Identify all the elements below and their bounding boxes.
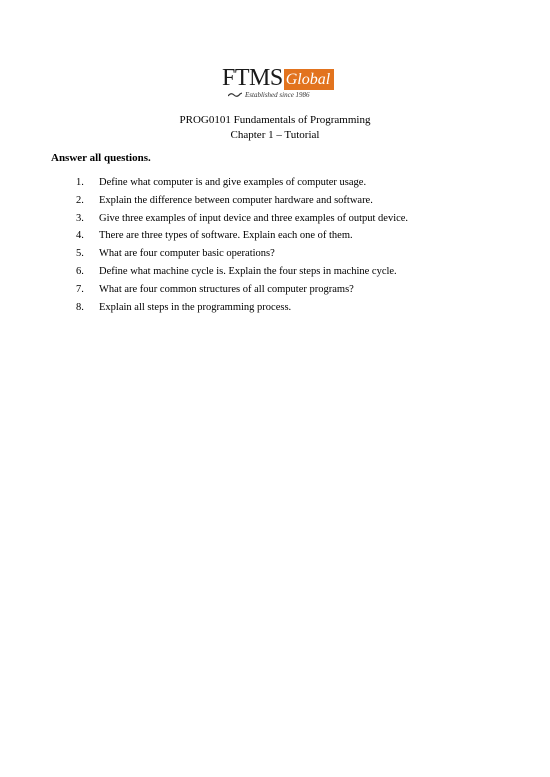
question-text: What are four common structures of all computer programs? — [99, 283, 354, 295]
logo-brand-text: FTMS — [222, 65, 283, 91]
question-text: Give three examples of input device and three examples of output device. — [99, 212, 409, 224]
swoosh-icon — [228, 92, 242, 98]
question-number: 8. — [76, 301, 84, 313]
logo-tagline: Established since 1986 — [245, 91, 310, 99]
question-text: Define what computer is and give examples of computer usage. — [99, 177, 367, 188]
question-number: 7. — [76, 283, 84, 295]
logo-global-box — [284, 69, 334, 90]
question-text: What are four computer basic operations? — [99, 248, 275, 260]
question-text: There are three types of software. Explain each one of them. — [99, 230, 353, 242]
question-number: 1. — [76, 177, 84, 188]
question-number: 3. — [76, 212, 84, 224]
logo-wordmark — [222, 66, 334, 90]
question-text: Define what machine cycle is. Explain the four steps in machine cycle. — [99, 265, 397, 277]
logo-tagline-row — [228, 91, 310, 99]
question-number: 6. — [76, 265, 84, 277]
logo-sub-brand-text: Global — [285, 70, 331, 88]
instruction-text: Answer all questions. — [51, 152, 151, 164]
course-title: PROG0101 Fundamentals of Programming — [179, 114, 371, 126]
question-text: Explain all steps in the programming process. — [99, 301, 292, 313]
question-number: 4. — [76, 230, 84, 242]
ftms-global-logo — [222, 66, 342, 102]
chapter-title: Chapter 1 – Tutorial — [230, 129, 320, 141]
question-text: Explain the difference between computer hardware and software. — [99, 194, 373, 206]
question-number: 2. — [76, 194, 84, 206]
question-number: 5. — [76, 248, 84, 260]
